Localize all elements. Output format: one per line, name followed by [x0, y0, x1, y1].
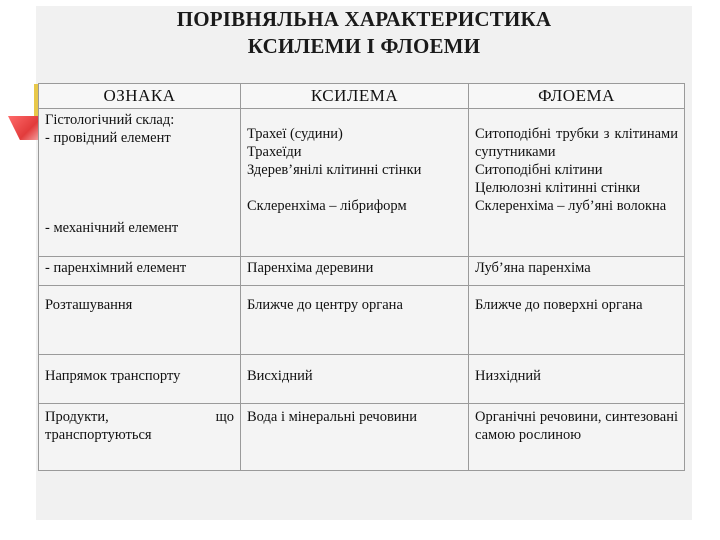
cell-products-phloem: Органічні речовини, синтезовані самою рослиною: [469, 404, 685, 471]
table-row-products: [39, 404, 685, 471]
cell-direction-phloem: Низхідний: [469, 355, 685, 404]
phloem-conducting-1: Ситоподібні трубки з клітинами супутниками: [475, 126, 678, 160]
header-xylem: КСИЛЕМА: [241, 84, 469, 109]
cell-parenchyma-xylem: Паренхіма деревини: [241, 257, 469, 286]
table-row-location: [39, 286, 685, 355]
cell-products-label: Продукти, що транспортуються: [39, 404, 241, 471]
cell-histology-phloem: [469, 109, 685, 257]
header-phloem: ФЛОЕМА: [469, 84, 685, 109]
cell-parenchyma-label: - паренхімний елемент: [39, 257, 241, 286]
table-header-row: [39, 84, 685, 109]
cell-histology-xylem: [241, 109, 469, 257]
cell-location-xylem: Ближче до центру органа: [241, 286, 469, 355]
conducting-label: - провідний елемент: [45, 130, 171, 146]
histology-heading: Гістологічний склад:: [45, 112, 175, 128]
cell-location-label: Розташування: [39, 286, 241, 355]
xylem-conducting-1: Трахеї (судини): [247, 126, 343, 142]
slide-title: [36, 6, 692, 60]
mechanical-label: - механічний елемент: [45, 220, 179, 236]
cell-histology-feature: [39, 109, 241, 257]
table-row-direction: [39, 355, 685, 404]
table-row-histology: [39, 109, 685, 257]
title-line-2: КСИЛЕМИ І ФЛОЕМИ: [247, 34, 481, 58]
xylem-conducting-2: Трахеїди: [247, 144, 302, 160]
cell-parenchyma-phloem: Луб’яна паренхіма: [469, 257, 685, 286]
cell-location-phloem: Ближче до поверхні органа: [469, 286, 685, 355]
decorative-corner-shape: [8, 116, 42, 140]
phloem-mechanical: Склеренхіма – луб’яні волокна: [475, 198, 667, 214]
xylem-mechanical: Склеренхіма – лібриформ: [247, 198, 407, 214]
cell-direction-xylem: Висхідний: [241, 355, 469, 404]
table-row-parenchyma: [39, 257, 685, 286]
cell-products-xylem: Вода і мінеральні речовини: [241, 404, 469, 471]
comparison-table: [38, 83, 685, 471]
phloem-conducting-2: Ситоподібні клітини: [475, 162, 603, 178]
phloem-conducting-3: Целюлозні клітинні стінки: [475, 180, 641, 196]
header-feature: ОЗНАКА: [39, 84, 241, 109]
cell-direction-label: Напрямок транспорту: [39, 355, 241, 404]
title-line-1: ПОРІВНЯЛЬНА ХАРАКТЕРИСТИКА: [176, 7, 552, 31]
xylem-conducting-3: Здерев’янілі клітинні стінки: [247, 162, 422, 178]
